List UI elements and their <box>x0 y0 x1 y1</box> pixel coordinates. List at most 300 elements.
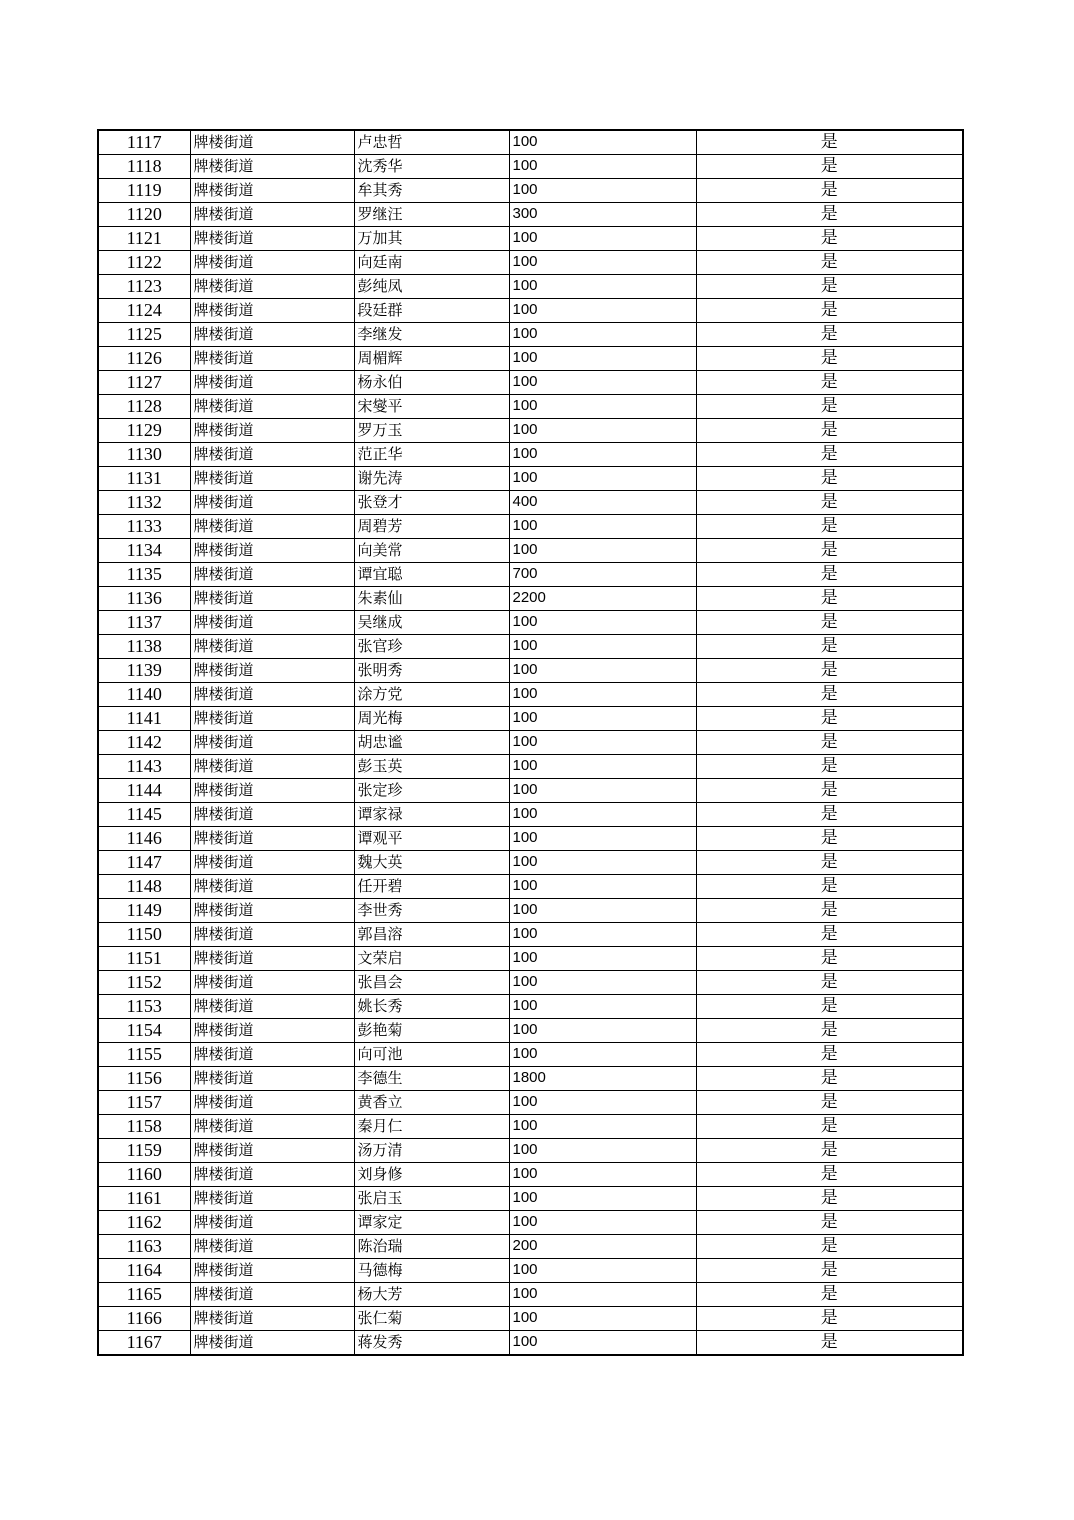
name-cell: 杨永伯 <box>354 371 509 395</box>
name-cell: 张登才 <box>354 491 509 515</box>
name-cell: 周光梅 <box>354 707 509 731</box>
amount-cell: 100 <box>509 947 696 971</box>
amount-cell: 100 <box>509 371 696 395</box>
street-cell: 牌楼街道 <box>190 1259 354 1283</box>
row-number: 1135 <box>98 563 190 587</box>
name-cell: 谭宜聪 <box>354 563 509 587</box>
street-cell: 牌楼街道 <box>190 995 354 1019</box>
row-number: 1162 <box>98 1211 190 1235</box>
street-cell: 牌楼街道 <box>190 130 354 155</box>
row-number: 1156 <box>98 1067 190 1091</box>
flag-cell: 是 <box>696 731 963 755</box>
row-number: 1133 <box>98 515 190 539</box>
table-row <box>98 875 963 899</box>
name-cell: 张仁菊 <box>354 1307 509 1331</box>
flag-cell: 是 <box>696 203 963 227</box>
street-cell: 牌楼街道 <box>190 875 354 899</box>
name-cell: 谭家禄 <box>354 803 509 827</box>
flag-cell: 是 <box>696 1235 963 1259</box>
flag-cell: 是 <box>696 130 963 155</box>
amount-cell: 700 <box>509 563 696 587</box>
flag-cell: 是 <box>696 1211 963 1235</box>
flag-cell: 是 <box>696 1187 963 1211</box>
amount-cell: 100 <box>509 1259 696 1283</box>
table-row <box>98 323 963 347</box>
table-row <box>98 1235 963 1259</box>
data-table <box>97 129 964 1356</box>
street-cell: 牌楼街道 <box>190 347 354 371</box>
name-cell: 罗继汪 <box>354 203 509 227</box>
flag-cell: 是 <box>696 347 963 371</box>
amount-cell: 100 <box>509 227 696 251</box>
table-row <box>98 251 963 275</box>
street-cell: 牌楼街道 <box>190 155 354 179</box>
row-number: 1147 <box>98 851 190 875</box>
street-cell: 牌楼街道 <box>190 659 354 683</box>
flag-cell: 是 <box>696 683 963 707</box>
amount-cell: 100 <box>509 539 696 563</box>
row-number: 1120 <box>98 203 190 227</box>
street-cell: 牌楼街道 <box>190 1115 354 1139</box>
amount-cell: 100 <box>509 1307 696 1331</box>
street-cell: 牌楼街道 <box>190 827 354 851</box>
flag-cell: 是 <box>696 539 963 563</box>
flag-cell: 是 <box>696 563 963 587</box>
amount-cell: 100 <box>509 347 696 371</box>
amount-cell: 100 <box>509 899 696 923</box>
row-number: 1137 <box>98 611 190 635</box>
street-cell: 牌楼街道 <box>190 395 354 419</box>
amount-cell: 100 <box>509 467 696 491</box>
row-number: 1143 <box>98 755 190 779</box>
amount-cell: 100 <box>509 179 696 203</box>
name-cell: 吴继成 <box>354 611 509 635</box>
name-cell: 文荣启 <box>354 947 509 971</box>
amount-cell: 100 <box>509 419 696 443</box>
street-cell: 牌楼街道 <box>190 1163 354 1187</box>
table-row <box>98 1067 963 1091</box>
row-number: 1124 <box>98 299 190 323</box>
amount-cell: 100 <box>509 683 696 707</box>
row-number: 1138 <box>98 635 190 659</box>
amount-cell: 100 <box>509 827 696 851</box>
name-cell: 谭观平 <box>354 827 509 851</box>
street-cell: 牌楼街道 <box>190 1067 354 1091</box>
street-cell: 牌楼街道 <box>190 299 354 323</box>
street-cell: 牌楼街道 <box>190 515 354 539</box>
street-cell: 牌楼街道 <box>190 683 354 707</box>
street-cell: 牌楼街道 <box>190 1211 354 1235</box>
name-cell: 李世秀 <box>354 899 509 923</box>
name-cell: 向可池 <box>354 1043 509 1067</box>
name-cell: 向美常 <box>354 539 509 563</box>
flag-cell: 是 <box>696 1307 963 1331</box>
street-cell: 牌楼街道 <box>190 539 354 563</box>
row-number: 1128 <box>98 395 190 419</box>
row-number: 1155 <box>98 1043 190 1067</box>
row-number: 1126 <box>98 347 190 371</box>
row-number: 1118 <box>98 155 190 179</box>
amount-cell: 100 <box>509 130 696 155</box>
table-row <box>98 1259 963 1283</box>
amount-cell: 100 <box>509 1115 696 1139</box>
flag-cell: 是 <box>696 155 963 179</box>
amount-cell: 100 <box>509 779 696 803</box>
flag-cell: 是 <box>696 515 963 539</box>
name-cell: 谢先涛 <box>354 467 509 491</box>
row-number: 1163 <box>98 1235 190 1259</box>
name-cell: 杨大芳 <box>354 1283 509 1307</box>
flag-cell: 是 <box>696 371 963 395</box>
street-cell: 牌楼街道 <box>190 227 354 251</box>
row-number: 1159 <box>98 1139 190 1163</box>
row-number: 1149 <box>98 899 190 923</box>
row-number: 1132 <box>98 491 190 515</box>
row-number: 1125 <box>98 323 190 347</box>
flag-cell: 是 <box>696 923 963 947</box>
name-cell: 刘身修 <box>354 1163 509 1187</box>
flag-cell: 是 <box>696 1043 963 1067</box>
table-row <box>98 1091 963 1115</box>
row-number: 1127 <box>98 371 190 395</box>
name-cell: 秦月仁 <box>354 1115 509 1139</box>
street-cell: 牌楼街道 <box>190 1235 354 1259</box>
street-cell: 牌楼街道 <box>190 1283 354 1307</box>
amount-cell: 100 <box>509 635 696 659</box>
flag-cell: 是 <box>696 1139 963 1163</box>
table-row <box>98 1283 963 1307</box>
flag-cell: 是 <box>696 227 963 251</box>
row-number: 1165 <box>98 1283 190 1307</box>
row-number: 1145 <box>98 803 190 827</box>
street-cell: 牌楼街道 <box>190 251 354 275</box>
street-cell: 牌楼街道 <box>190 179 354 203</box>
table-row <box>98 203 963 227</box>
name-cell: 汤万清 <box>354 1139 509 1163</box>
amount-cell: 100 <box>509 1211 696 1235</box>
amount-cell: 100 <box>509 995 696 1019</box>
amount-cell: 100 <box>509 395 696 419</box>
table-row <box>98 299 963 323</box>
flag-cell: 是 <box>696 611 963 635</box>
name-cell: 牟其秀 <box>354 179 509 203</box>
table-row <box>98 899 963 923</box>
row-number: 1139 <box>98 659 190 683</box>
row-number: 1140 <box>98 683 190 707</box>
table-row <box>98 1307 963 1331</box>
table-row <box>98 539 963 563</box>
table-row <box>98 683 963 707</box>
flag-cell: 是 <box>696 875 963 899</box>
table-row <box>98 707 963 731</box>
flag-cell: 是 <box>696 467 963 491</box>
amount-cell: 100 <box>509 323 696 347</box>
row-number: 1142 <box>98 731 190 755</box>
table-row <box>98 443 963 467</box>
flag-cell: 是 <box>696 275 963 299</box>
flag-cell: 是 <box>696 587 963 611</box>
street-cell: 牌楼街道 <box>190 947 354 971</box>
table-row <box>98 803 963 827</box>
name-cell: 罗万玉 <box>354 419 509 443</box>
street-cell: 牌楼街道 <box>190 899 354 923</box>
street-cell: 牌楼街道 <box>190 1307 354 1331</box>
name-cell: 彭纯凤 <box>354 275 509 299</box>
street-cell: 牌楼街道 <box>190 563 354 587</box>
row-number: 1129 <box>98 419 190 443</box>
name-cell: 涂方党 <box>354 683 509 707</box>
amount-cell: 2200 <box>509 587 696 611</box>
amount-cell: 100 <box>509 707 696 731</box>
row-number: 1130 <box>98 443 190 467</box>
table-row <box>98 467 963 491</box>
table-row <box>98 635 963 659</box>
row-number: 1166 <box>98 1307 190 1331</box>
row-number: 1119 <box>98 179 190 203</box>
row-number: 1117 <box>98 130 190 155</box>
name-cell: 马德梅 <box>354 1259 509 1283</box>
flag-cell: 是 <box>696 251 963 275</box>
street-cell: 牌楼街道 <box>190 203 354 227</box>
amount-cell: 100 <box>509 731 696 755</box>
street-cell: 牌楼街道 <box>190 443 354 467</box>
street-cell: 牌楼街道 <box>190 1187 354 1211</box>
street-cell: 牌楼街道 <box>190 1091 354 1115</box>
street-cell: 牌楼街道 <box>190 923 354 947</box>
flag-cell: 是 <box>696 395 963 419</box>
row-number: 1153 <box>98 995 190 1019</box>
street-cell: 牌楼街道 <box>190 803 354 827</box>
flag-cell: 是 <box>696 899 963 923</box>
table-row <box>98 611 963 635</box>
flag-cell: 是 <box>696 179 963 203</box>
amount-cell: 100 <box>509 1283 696 1307</box>
name-cell: 张启玉 <box>354 1187 509 1211</box>
table-row <box>98 515 963 539</box>
flag-cell: 是 <box>696 803 963 827</box>
row-number: 1134 <box>98 539 190 563</box>
table-row <box>98 827 963 851</box>
name-cell: 卢忠哲 <box>354 130 509 155</box>
table-body <box>98 130 963 1355</box>
amount-cell: 200 <box>509 1235 696 1259</box>
table-row <box>98 1163 963 1187</box>
row-number: 1154 <box>98 1019 190 1043</box>
name-cell: 范正华 <box>354 443 509 467</box>
amount-cell: 100 <box>509 251 696 275</box>
flag-cell: 是 <box>696 299 963 323</box>
flag-cell: 是 <box>696 419 963 443</box>
flag-cell: 是 <box>696 491 963 515</box>
flag-cell: 是 <box>696 1115 963 1139</box>
name-cell: 彭艳菊 <box>354 1019 509 1043</box>
flag-cell: 是 <box>696 947 963 971</box>
flag-cell: 是 <box>696 1283 963 1307</box>
amount-cell: 100 <box>509 875 696 899</box>
table-row <box>98 1331 963 1356</box>
flag-cell: 是 <box>696 755 963 779</box>
row-number: 1164 <box>98 1259 190 1283</box>
amount-cell: 100 <box>509 1091 696 1115</box>
amount-cell: 100 <box>509 515 696 539</box>
flag-cell: 是 <box>696 1091 963 1115</box>
row-number: 1123 <box>98 275 190 299</box>
amount-cell: 100 <box>509 1019 696 1043</box>
table-row <box>98 1187 963 1211</box>
name-cell: 张昌会 <box>354 971 509 995</box>
street-cell: 牌楼街道 <box>190 1043 354 1067</box>
amount-cell: 100 <box>509 803 696 827</box>
street-cell: 牌楼街道 <box>190 275 354 299</box>
amount-cell: 100 <box>509 611 696 635</box>
table-row <box>98 371 963 395</box>
row-number: 1141 <box>98 707 190 731</box>
table-row <box>98 779 963 803</box>
street-cell: 牌楼街道 <box>190 1139 354 1163</box>
table-row <box>98 851 963 875</box>
street-cell: 牌楼街道 <box>190 971 354 995</box>
name-cell: 向廷南 <box>354 251 509 275</box>
flag-cell: 是 <box>696 707 963 731</box>
amount-cell: 300 <box>509 203 696 227</box>
row-number: 1146 <box>98 827 190 851</box>
name-cell: 张明秀 <box>354 659 509 683</box>
amount-cell: 100 <box>509 971 696 995</box>
row-number: 1148 <box>98 875 190 899</box>
flag-cell: 是 <box>696 1259 963 1283</box>
street-cell: 牌楼街道 <box>190 611 354 635</box>
table-row <box>98 1139 963 1163</box>
street-cell: 牌楼街道 <box>190 587 354 611</box>
amount-cell: 100 <box>509 755 696 779</box>
table-row <box>98 755 963 779</box>
name-cell: 蒋发秀 <box>354 1331 509 1356</box>
row-number: 1131 <box>98 467 190 491</box>
table-row <box>98 995 963 1019</box>
amount-cell: 100 <box>509 1043 696 1067</box>
flag-cell: 是 <box>696 779 963 803</box>
row-number: 1121 <box>98 227 190 251</box>
table-row <box>98 275 963 299</box>
table-row <box>98 347 963 371</box>
amount-cell: 100 <box>509 299 696 323</box>
street-cell: 牌楼街道 <box>190 851 354 875</box>
amount-cell: 100 <box>509 443 696 467</box>
street-cell: 牌楼街道 <box>190 731 354 755</box>
amount-cell: 100 <box>509 275 696 299</box>
name-cell: 李继发 <box>354 323 509 347</box>
amount-cell: 400 <box>509 491 696 515</box>
row-number: 1160 <box>98 1163 190 1187</box>
table-row <box>98 563 963 587</box>
amount-cell: 100 <box>509 1331 696 1356</box>
row-number: 1150 <box>98 923 190 947</box>
table-row <box>98 1043 963 1067</box>
flag-cell: 是 <box>696 1163 963 1187</box>
flag-cell: 是 <box>696 443 963 467</box>
table-row <box>98 1211 963 1235</box>
table-row <box>98 659 963 683</box>
flag-cell: 是 <box>696 1019 963 1043</box>
row-number: 1158 <box>98 1115 190 1139</box>
table-row <box>98 155 963 179</box>
row-number: 1136 <box>98 587 190 611</box>
table-row <box>98 395 963 419</box>
amount-cell: 100 <box>509 1139 696 1163</box>
table-row <box>98 419 963 443</box>
name-cell: 谭家定 <box>354 1211 509 1235</box>
row-number: 1122 <box>98 251 190 275</box>
name-cell: 朱素仙 <box>354 587 509 611</box>
amount-cell: 100 <box>509 1187 696 1211</box>
street-cell: 牌楼街道 <box>190 1019 354 1043</box>
amount-cell: 100 <box>509 659 696 683</box>
name-cell: 沈秀华 <box>354 155 509 179</box>
row-number: 1144 <box>98 779 190 803</box>
name-cell: 万加其 <box>354 227 509 251</box>
table-row <box>98 491 963 515</box>
street-cell: 牌楼街道 <box>190 707 354 731</box>
row-number: 1161 <box>98 1187 190 1211</box>
name-cell: 段廷群 <box>354 299 509 323</box>
street-cell: 牌楼街道 <box>190 635 354 659</box>
name-cell: 周碧芳 <box>354 515 509 539</box>
name-cell: 张官珍 <box>354 635 509 659</box>
street-cell: 牌楼街道 <box>190 779 354 803</box>
street-cell: 牌楼街道 <box>190 323 354 347</box>
amount-cell: 100 <box>509 155 696 179</box>
flag-cell: 是 <box>696 827 963 851</box>
street-cell: 牌楼街道 <box>190 419 354 443</box>
name-cell: 彭玉英 <box>354 755 509 779</box>
table-row <box>98 1019 963 1043</box>
name-cell: 魏大英 <box>354 851 509 875</box>
flag-cell: 是 <box>696 851 963 875</box>
table-row <box>98 731 963 755</box>
row-number: 1151 <box>98 947 190 971</box>
amount-cell: 1800 <box>509 1067 696 1091</box>
name-cell: 李德生 <box>354 1067 509 1091</box>
amount-cell: 100 <box>509 923 696 947</box>
amount-cell: 100 <box>509 1163 696 1187</box>
name-cell: 任开碧 <box>354 875 509 899</box>
row-number: 1167 <box>98 1331 190 1356</box>
street-cell: 牌楼街道 <box>190 1331 354 1356</box>
table-row <box>98 179 963 203</box>
name-cell: 胡忠谧 <box>354 731 509 755</box>
table-row <box>98 1115 963 1139</box>
name-cell: 张定珍 <box>354 779 509 803</box>
table-row <box>98 587 963 611</box>
name-cell: 陈治瑞 <box>354 1235 509 1259</box>
table-row <box>98 923 963 947</box>
street-cell: 牌楼街道 <box>190 491 354 515</box>
name-cell: 周楣辉 <box>354 347 509 371</box>
flag-cell: 是 <box>696 659 963 683</box>
flag-cell: 是 <box>696 971 963 995</box>
name-cell: 郭昌溶 <box>354 923 509 947</box>
row-number: 1157 <box>98 1091 190 1115</box>
flag-cell: 是 <box>696 1067 963 1091</box>
name-cell: 黄香立 <box>354 1091 509 1115</box>
street-cell: 牌楼街道 <box>190 467 354 491</box>
flag-cell: 是 <box>696 635 963 659</box>
table-row <box>98 130 963 155</box>
row-number: 1152 <box>98 971 190 995</box>
flag-cell: 是 <box>696 1331 963 1356</box>
table-row <box>98 971 963 995</box>
table-row <box>98 947 963 971</box>
